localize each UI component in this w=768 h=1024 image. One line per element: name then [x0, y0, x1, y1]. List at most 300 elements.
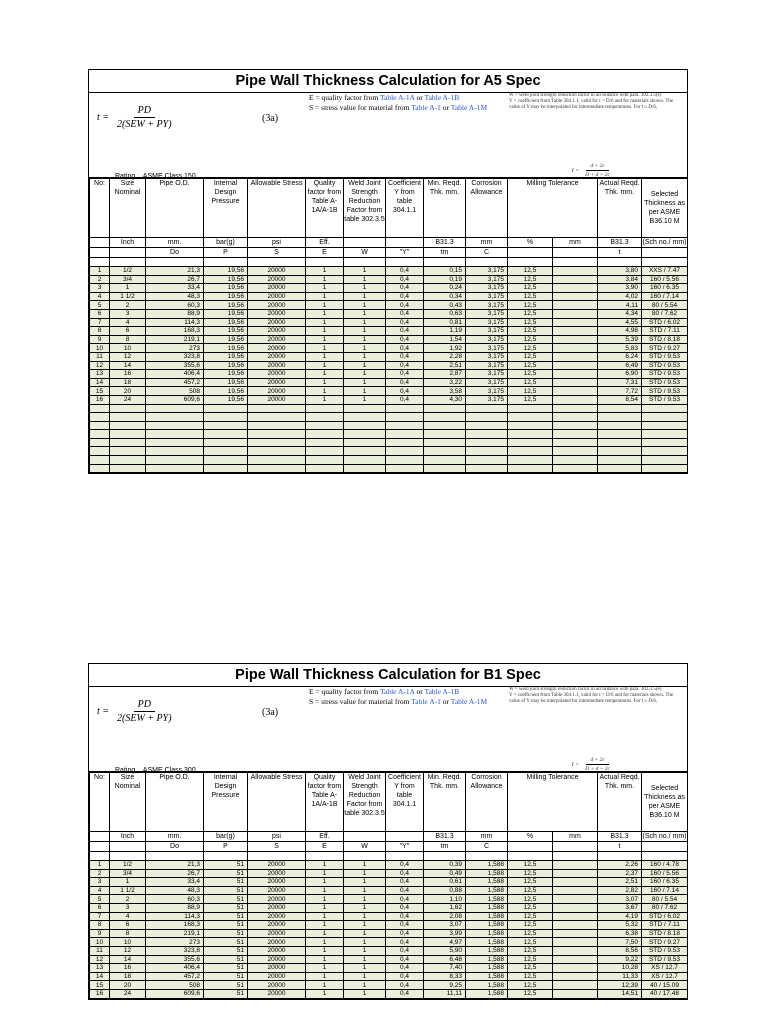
table-cell	[553, 903, 598, 912]
empty-row	[90, 456, 688, 465]
table-cell: 1,588	[466, 869, 508, 878]
table-cell: 12,5	[508, 387, 553, 396]
table-cell: 6,90	[598, 370, 642, 379]
table-cell: 51	[204, 886, 248, 895]
table-cell: 160 / 6.35	[642, 284, 688, 293]
table-cell: 1	[344, 387, 386, 396]
table-cell: 1,588	[466, 964, 508, 973]
table-cell: 14,51	[598, 989, 642, 998]
empty-row	[90, 438, 688, 447]
table-cell: 0,19	[424, 275, 466, 284]
table-a1b-link[interactable]: Table A-1B	[424, 687, 460, 696]
units-cell	[642, 842, 688, 852]
table-cell: 2,28	[424, 352, 466, 361]
table-cell: 20000	[248, 361, 306, 370]
table-row	[90, 292, 688, 301]
table-cell: STD / 6.02	[642, 318, 688, 327]
units-cell: E	[306, 842, 344, 852]
table-cell: 0,49	[424, 869, 466, 878]
table-cell: 20000	[248, 301, 306, 310]
table-cell: 0,88	[424, 886, 466, 895]
table-cell: 4,98	[598, 327, 642, 336]
table-cell: 0,4	[386, 861, 424, 870]
table-cell: 3,175	[466, 284, 508, 293]
table-cell	[553, 275, 598, 284]
table-cell: 3,99	[424, 929, 466, 938]
table-cell: 1	[306, 981, 344, 990]
spacer-row	[90, 852, 688, 861]
table-cell: 3,67	[598, 903, 642, 912]
table-a1a-link[interactable]: Table A-1A	[379, 93, 415, 102]
units-cell: Eff.	[306, 238, 344, 248]
table-cell: 1	[306, 972, 344, 981]
table-cell	[553, 318, 598, 327]
table-cell: 3,07	[424, 921, 466, 930]
column-header: Actual Reqd. Thk. mm.	[598, 773, 642, 832]
table-cell: 1,588	[466, 912, 508, 921]
table-cell: 1	[344, 335, 386, 344]
table-cell	[553, 395, 598, 404]
units-cell: P	[204, 842, 248, 852]
table-cell: 19,56	[204, 335, 248, 344]
table-cell: 14	[110, 361, 146, 370]
column-header: Actual Reqd. Thk. mm.	[598, 179, 642, 238]
table-cell: 19,56	[204, 284, 248, 293]
table-cell	[553, 344, 598, 353]
table-cell: 0,4	[386, 886, 424, 895]
table-cell	[553, 989, 598, 998]
units-cell: (Sch no./ mm)	[642, 832, 687, 840]
table-a1a-link[interactable]: Table A-1A	[379, 687, 415, 696]
table-cell: 1	[306, 387, 344, 396]
table-cell: 11	[90, 946, 110, 955]
table-cell: 12,5	[508, 395, 553, 404]
table-cell: 1,19	[424, 327, 466, 336]
table-row	[90, 981, 688, 990]
column-header: Weld Joint Strength Reduction Factor from table 302.3.5	[344, 773, 386, 832]
table-cell: 0,4	[386, 929, 424, 938]
table-a1m-link[interactable]: Table A-1M	[450, 697, 488, 706]
table-cell: 1	[344, 938, 386, 947]
table-cell	[553, 955, 598, 964]
table-cell: 20000	[248, 895, 306, 904]
w-definition: W = weld joint strength reduction factor in accordance with para. 302.3.5(e)	[509, 687, 662, 692]
table-cell: 1	[344, 344, 386, 353]
table-cell: 6	[90, 903, 110, 912]
table-cell: 1,10	[424, 895, 466, 904]
rating-label: Rating	[115, 767, 136, 774]
units-cell	[386, 832, 424, 842]
table-cell: 20000	[248, 972, 306, 981]
units-cell	[386, 238, 424, 248]
table-cell: 11,33	[598, 972, 642, 981]
table-cell: 33,4	[146, 878, 204, 887]
table-cell: 1	[344, 869, 386, 878]
table-cell: 3,175	[466, 378, 508, 387]
table-cell: 0,4	[386, 335, 424, 344]
table-cell	[553, 301, 598, 310]
units-row	[90, 248, 688, 258]
table-row	[90, 395, 688, 404]
units-cell: S	[248, 248, 306, 258]
table-cell: 1,92	[424, 344, 466, 353]
table-cell: STD / 7.11	[642, 921, 688, 930]
table-cell: STD / 9.27	[642, 938, 688, 947]
table-cell: 609,6	[146, 395, 204, 404]
table-cell: 7,72	[598, 387, 642, 396]
units-cell: tm	[424, 248, 466, 258]
table-cell: 18	[110, 972, 146, 981]
empty-row	[90, 421, 688, 430]
table-cell: 12,5	[508, 921, 553, 930]
table-cell: 1	[306, 344, 344, 353]
units-cell: bar(g)	[204, 238, 248, 248]
table-cell: 1	[90, 267, 110, 276]
table-cell: 3,80	[598, 267, 642, 276]
table-cell: 20000	[248, 327, 306, 336]
table-row	[90, 387, 688, 396]
variable-definitions	[309, 93, 499, 113]
table-cell: 1	[110, 284, 146, 293]
units-cell: C	[466, 248, 508, 258]
units-cell: "Y"	[386, 248, 424, 258]
table-cell: 14	[90, 972, 110, 981]
table-cell: 160 / 6.35	[642, 878, 688, 887]
table-cell: 24	[110, 989, 146, 998]
table-cell: 1	[306, 292, 344, 301]
table-cell: 1,588	[466, 955, 508, 964]
table-cell: 19,56	[204, 275, 248, 284]
table-cell: 219,1	[146, 335, 204, 344]
units-cell: psi	[248, 238, 306, 248]
table-cell: 0,4	[386, 989, 424, 998]
table-cell: 3,84	[598, 275, 642, 284]
table-cell: 0,4	[386, 352, 424, 361]
table-cell: 0,4	[386, 869, 424, 878]
table-cell: 0,34	[424, 292, 466, 301]
table-cell: 88,9	[146, 903, 204, 912]
table-cell: 19,56	[204, 370, 248, 379]
table-cell: 12,5	[508, 267, 553, 276]
table-cell: 18	[110, 378, 146, 387]
table-cell: 12,5	[508, 370, 553, 379]
table-cell: 1	[344, 327, 386, 336]
units-cell	[90, 832, 110, 842]
formula-numerator: PD	[134, 105, 155, 118]
table-a1m-link[interactable]: Table A-1M	[450, 103, 488, 112]
y-definition: Y = coefficient from Table 304.1.1, valid for t < D/6 and for materials shown. The value of Y may be interpolated for intermediate temperatures. For t ≥ D/6,	[509, 693, 674, 704]
column-header: Pipe O.D.	[146, 179, 204, 238]
column-header: No:	[90, 773, 110, 832]
units-cell: t	[598, 842, 642, 852]
table-cell: 1	[344, 309, 386, 318]
table-cell: 1 1/2	[110, 886, 146, 895]
table-cell: 20	[110, 387, 146, 396]
table-cell: 20000	[248, 921, 306, 930]
table-cell: 1	[306, 869, 344, 878]
table-cell: 12,5	[508, 886, 553, 895]
a5-spec-sheet	[88, 69, 688, 474]
rating-value: ASME Class 150	[142, 173, 196, 180]
table-cell: 19,56	[204, 327, 248, 336]
header-row	[90, 179, 688, 238]
table-cell: 1	[306, 989, 344, 998]
table-cell	[553, 267, 598, 276]
table-cell: 0,4	[386, 938, 424, 947]
table-cell: 6,49	[598, 361, 642, 370]
units-row	[90, 842, 688, 852]
table-cell: STD / 9.27	[642, 344, 688, 353]
table-cell: 3,175	[466, 292, 508, 301]
table-cell: 3,175	[466, 361, 508, 370]
table-cell: STD / 8.18	[642, 929, 688, 938]
table-cell	[553, 309, 598, 318]
table-cell: 16	[90, 989, 110, 998]
table-cell: 0,63	[424, 309, 466, 318]
table-cell: 20000	[248, 395, 306, 404]
table-cell: 0,4	[386, 912, 424, 921]
table-cell: 3	[110, 309, 146, 318]
thickness-table	[89, 772, 688, 999]
column-header: Internal Design Pressure	[204, 773, 248, 832]
table-cell: 12,5	[508, 309, 553, 318]
w-y-definitions	[509, 93, 685, 111]
table-cell: 1	[306, 929, 344, 938]
table-cell: 14	[110, 955, 146, 964]
table-cell: 7,31	[598, 378, 642, 387]
table-cell: 20000	[248, 929, 306, 938]
table-cell: 51	[204, 878, 248, 887]
table-cell: STD / 9.53	[642, 387, 688, 396]
table-cell: 6	[90, 309, 110, 318]
table-cell: 457,2	[146, 972, 204, 981]
column-header: Internal Design Pressure	[204, 179, 248, 238]
table-cell: 0,4	[386, 387, 424, 396]
table-cell: 3,175	[466, 387, 508, 396]
formula-fraction	[113, 699, 176, 724]
table-cell: 20000	[248, 903, 306, 912]
table-cell: 2	[90, 275, 110, 284]
column-header: Coefficient Y from table 304.1.1	[386, 773, 424, 832]
table-cell: 9	[90, 929, 110, 938]
units-cell	[90, 248, 110, 258]
table-cell: 20	[110, 981, 146, 990]
table-cell: 7	[90, 912, 110, 921]
table-cell: 160 / 5.56	[642, 869, 688, 878]
table-cell	[553, 878, 598, 887]
units-cell: B31.3	[424, 238, 466, 248]
table-cell: 88,9	[146, 309, 204, 318]
table-cell: 1	[344, 878, 386, 887]
table-cell: 1,588	[466, 972, 508, 981]
units-cell: bar(g)	[204, 832, 248, 842]
table-cell: 80 / 5.54	[642, 895, 688, 904]
formula-numerator: PD	[134, 699, 155, 712]
table-cell: 20000	[248, 946, 306, 955]
table-cell: 51	[204, 955, 248, 964]
table-cell: 4,19	[598, 912, 642, 921]
table-cell: 0,4	[386, 395, 424, 404]
table-cell: 7,40	[424, 964, 466, 973]
table-cell: 1	[110, 878, 146, 887]
table-cell: 0,4	[386, 370, 424, 379]
table-row	[90, 964, 688, 973]
table-cell	[553, 387, 598, 396]
table-cell: 323,8	[146, 352, 204, 361]
units-cell: S	[248, 842, 306, 852]
empty-row	[90, 404, 688, 413]
column-header: Milling Tolerance	[508, 773, 598, 832]
table-cell: 19,56	[204, 301, 248, 310]
table-cell: 0,4	[386, 267, 424, 276]
table-cell: 10	[90, 938, 110, 947]
table-cell: 12	[90, 361, 110, 370]
table-cell: 3,175	[466, 344, 508, 353]
table-cell: 12,5	[508, 869, 553, 878]
table-cell: 12,5	[508, 284, 553, 293]
table-cell: 160 / 7.14	[642, 886, 688, 895]
table-cell	[553, 352, 598, 361]
rating-value: ASME Class 300	[142, 767, 196, 774]
formula-area	[89, 93, 687, 178]
table-cell: 1	[344, 929, 386, 938]
table-cell: 3,175	[466, 395, 508, 404]
column-header: Selected Thickness as per ASME B36.10 M	[642, 773, 688, 832]
table-row	[90, 370, 688, 379]
table-cell: 1	[306, 370, 344, 379]
table-cell: 51	[204, 921, 248, 930]
table-cell: 9,25	[424, 981, 466, 990]
table-cell: 1	[306, 886, 344, 895]
table-cell: 20000	[248, 344, 306, 353]
table-cell: 51	[204, 861, 248, 870]
units-cell: W	[344, 248, 386, 258]
table-cell: 51	[204, 946, 248, 955]
table-cell: 51	[204, 929, 248, 938]
table-cell: 0,4	[386, 378, 424, 387]
table-row	[90, 861, 688, 870]
table-row	[90, 946, 688, 955]
table-cell: 12,5	[508, 378, 553, 387]
units-cell	[110, 248, 146, 258]
table-cell: 1	[306, 309, 344, 318]
table-cell: 457,2	[146, 378, 204, 387]
table-cell: 3,175	[466, 335, 508, 344]
table-cell: 12,5	[508, 946, 553, 955]
table-cell: 20000	[248, 318, 306, 327]
table-cell: 8,33	[424, 972, 466, 981]
variable-definitions	[309, 687, 499, 707]
table-cell: 10	[90, 344, 110, 353]
table-cell: 1	[306, 921, 344, 930]
table-cell: STD / 9.53	[642, 370, 688, 379]
table-cell: 1	[344, 318, 386, 327]
table-cell: 21,3	[146, 267, 204, 276]
table-cell: 2,51	[598, 878, 642, 887]
table-cell: 3,175	[466, 370, 508, 379]
table-cell: 9,22	[598, 955, 642, 964]
table-cell: 10	[110, 938, 146, 947]
table-cell: 26,7	[146, 869, 204, 878]
w-definition: W = weld joint strength reduction factor in accordance with para. 302.3.5(e)	[509, 93, 662, 98]
table-a1-link[interactable]: Table A-1	[411, 103, 441, 112]
table-cell: 1,588	[466, 929, 508, 938]
table-cell: 1	[344, 284, 386, 293]
table-cell: 1,588	[466, 903, 508, 912]
table-cell: 0,4	[386, 903, 424, 912]
table-cell: 20000	[248, 955, 306, 964]
units-cell: B31.3	[598, 238, 642, 248]
table-row	[90, 275, 688, 284]
table-cell: 9	[90, 335, 110, 344]
column-header: Size Nominal	[110, 179, 146, 238]
table-a1-link[interactable]: Table A-1	[411, 697, 441, 706]
table-cell: 1,588	[466, 938, 508, 947]
table-cell: 8	[90, 327, 110, 336]
table-row	[90, 352, 688, 361]
table-cell: 20000	[248, 309, 306, 318]
table-cell: 12,5	[508, 361, 553, 370]
table-row	[90, 989, 688, 998]
table-a1b-link[interactable]: Table A-1B	[424, 93, 460, 102]
units-cell: B31.3	[598, 832, 642, 842]
table-cell: 0,81	[424, 318, 466, 327]
units-cell: P	[204, 248, 248, 258]
table-cell: 1	[306, 318, 344, 327]
table-cell: 1	[344, 352, 386, 361]
table-cell: 7	[90, 318, 110, 327]
table-cell: 20000	[248, 878, 306, 887]
table-cell: 51	[204, 981, 248, 990]
table-cell: 4	[110, 318, 146, 327]
table-cell: 406,4	[146, 370, 204, 379]
s-definition: S = stress value for material from Table A-1 or Table A-1M	[309, 697, 488, 706]
table-cell	[553, 361, 598, 370]
rating	[115, 767, 202, 774]
table-cell: 8	[90, 921, 110, 930]
units-cell: %	[508, 832, 553, 842]
units-cell: mm	[553, 832, 598, 842]
table-cell: 12	[110, 352, 146, 361]
s-definition: S = stress value for material from Table A-1 or Table A-1M	[309, 103, 488, 112]
table-cell: XS / 12.7	[642, 964, 688, 973]
table-cell: 1	[344, 981, 386, 990]
table-cell: 4,55	[598, 318, 642, 327]
column-header: Allowable Stress	[248, 179, 306, 238]
column-header: Coefficient Y from table 304.1.1	[386, 179, 424, 238]
table-cell: 4	[110, 912, 146, 921]
table-cell: 12,5	[508, 929, 553, 938]
table-cell: 3,58	[424, 387, 466, 396]
units-cell: psi	[248, 832, 306, 842]
table-cell: 20000	[248, 335, 306, 344]
table-cell	[553, 869, 598, 878]
table-cell: 19,56	[204, 267, 248, 276]
units-cell: Eff.	[306, 832, 344, 842]
column-header: Min. Reqd. Thk. mm.	[424, 179, 466, 238]
table-row	[90, 895, 688, 904]
table-cell: 323,8	[146, 946, 204, 955]
table-cell	[553, 938, 598, 947]
table-cell: 508	[146, 981, 204, 990]
table-cell: 4,97	[424, 938, 466, 947]
table-cell: 8	[110, 335, 146, 344]
empty-row	[90, 447, 688, 456]
table-cell: 0,4	[386, 284, 424, 293]
table-cell: 16	[110, 370, 146, 379]
table-cell: 4	[90, 292, 110, 301]
table-cell: 51	[204, 989, 248, 998]
